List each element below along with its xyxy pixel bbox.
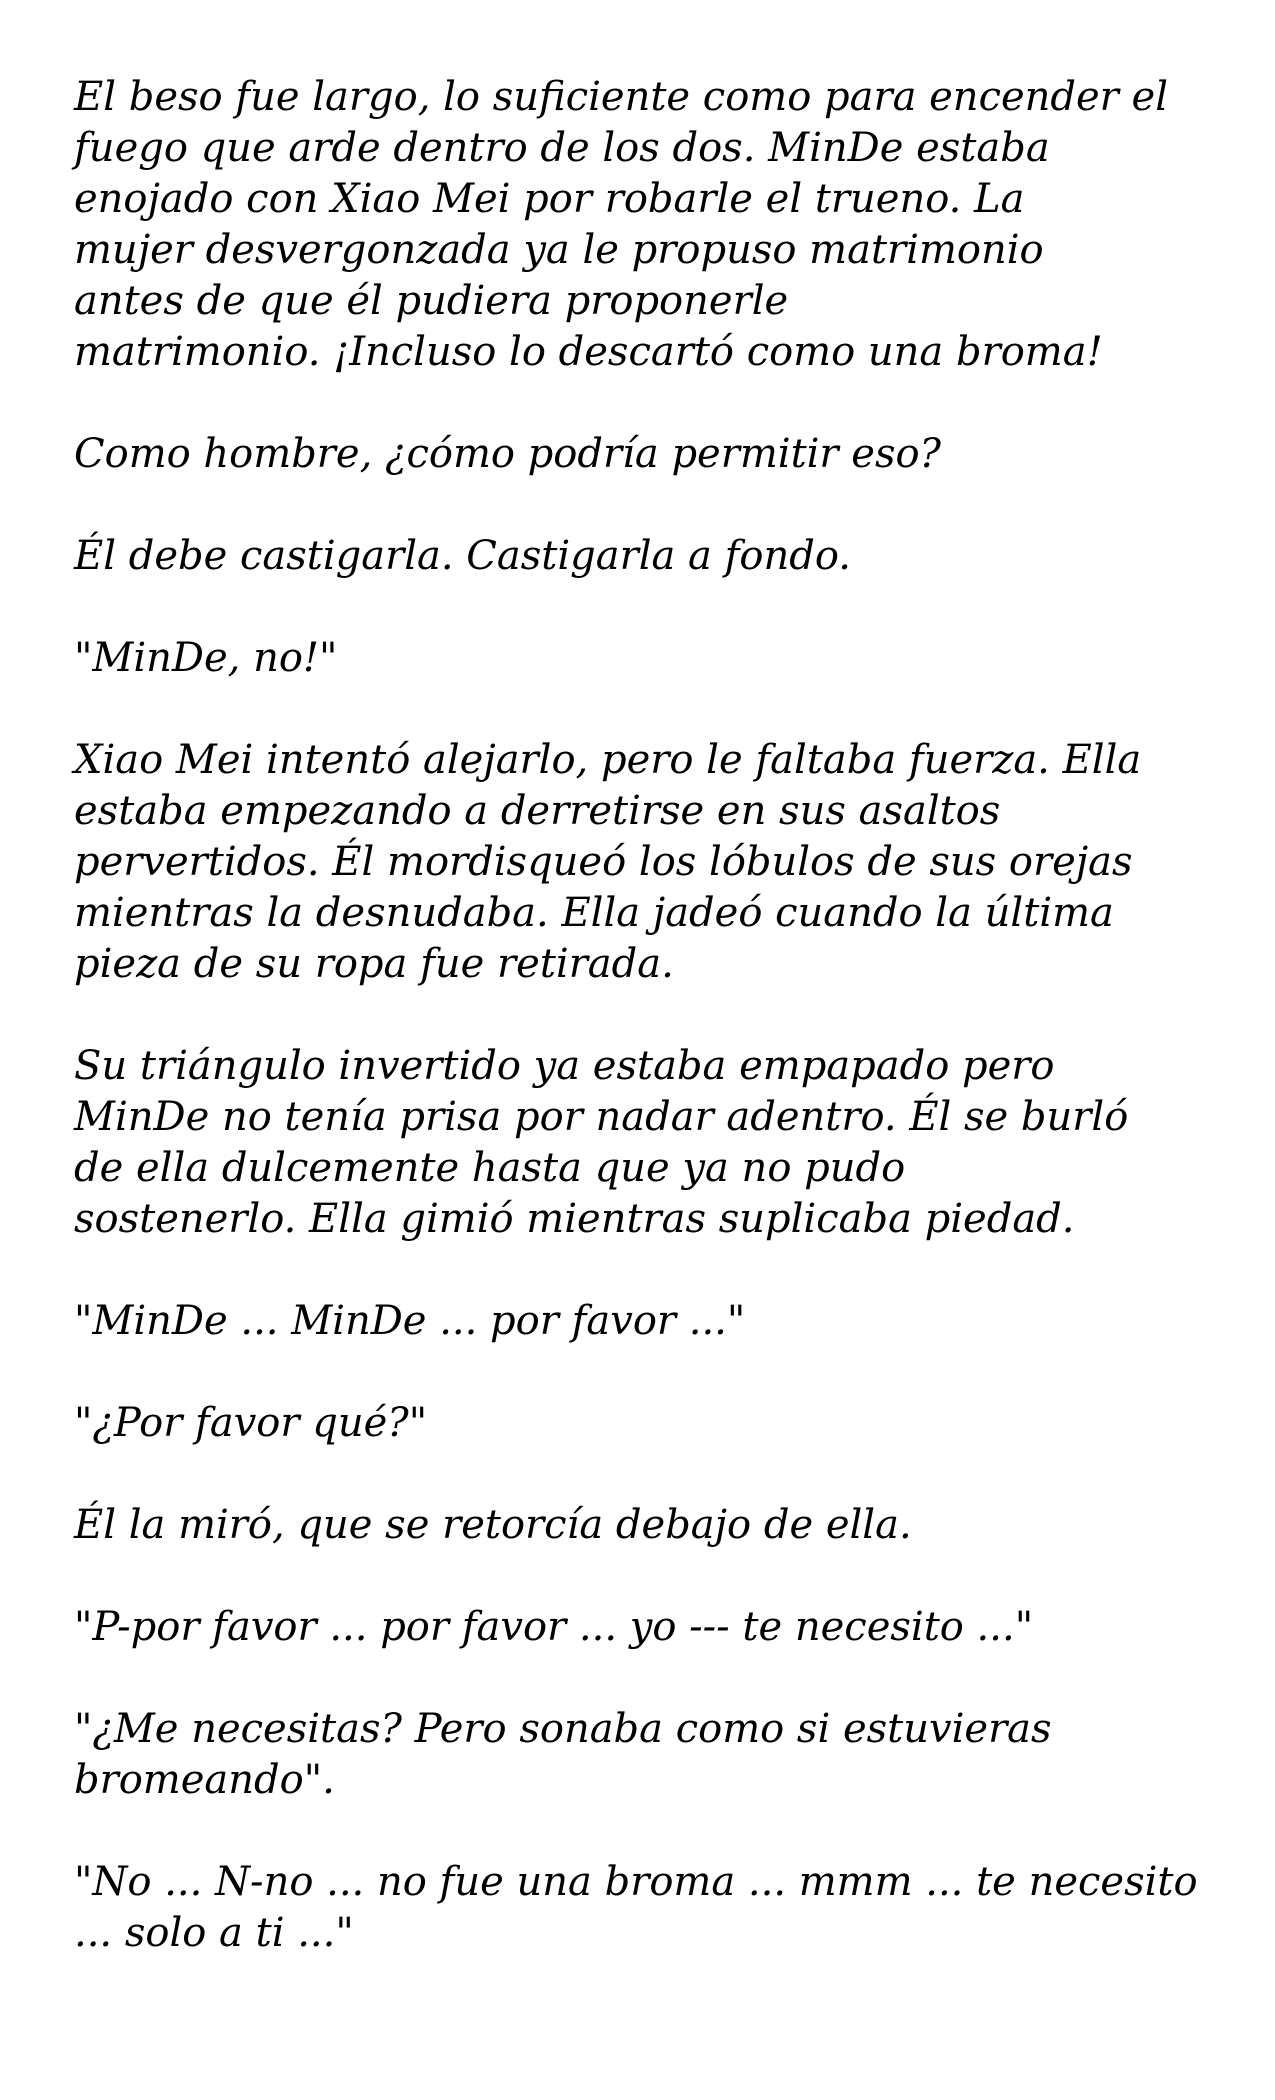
text-line: "P-por favor ... por favor ... yo --- te necesito ..." bbox=[74, 1604, 1034, 1650]
text-line: matrimonio. ¡Incluso lo descartó como una broma! bbox=[74, 329, 1103, 375]
text-line: sostenerlo. Ella gimió mientras suplicaba piedad. bbox=[74, 1196, 1075, 1242]
paragraph-1 bbox=[74, 72, 1214, 378]
text-line: ... solo a ti ..." bbox=[74, 1910, 354, 1956]
paragraph-10-dialogue bbox=[74, 1602, 1214, 1653]
text-line: Él debe castigarla. Castigarla a fondo. bbox=[74, 533, 851, 579]
text-line: estaba empezando a derretirse en sus asaltos bbox=[74, 788, 1001, 834]
text-line: pieza de su ropa fue retirada. bbox=[74, 941, 674, 987]
text-line: "No ... N-no ... no fue una broma ... mmm ... te necesito bbox=[74, 1859, 1198, 1905]
text-line: bromeando". bbox=[74, 1757, 335, 1803]
text-line: "MinDe ... MinDe ... por favor ..." bbox=[74, 1298, 746, 1344]
text-line: El beso fue largo, lo suficiente como para encender el bbox=[74, 74, 1168, 120]
text-line: mientras la desnudaba. Ella jadeó cuando la última bbox=[74, 890, 1114, 936]
paragraph-4-dialogue bbox=[74, 633, 1214, 684]
text-line: MinDe no tenía prisa por nadar adentro. Él se burló bbox=[74, 1094, 1129, 1140]
text-line: de ella dulcemente hasta que ya no pudo bbox=[74, 1145, 906, 1191]
text-line: pervertidos. Él mordisqueó los lóbulos de sus orejas bbox=[74, 839, 1133, 885]
paragraph-2 bbox=[74, 429, 1214, 480]
paragraph-3 bbox=[74, 531, 1214, 582]
text-line: Su triángulo invertido ya estaba empapado pero bbox=[74, 1043, 1055, 1089]
text-line: Como hombre, ¿cómo podría permitir eso? bbox=[74, 431, 941, 477]
text-line: enojado con Xiao Mei por robarle el trueno. La bbox=[74, 176, 1025, 222]
document-page bbox=[74, 72, 1214, 2010]
paragraph-8-dialogue bbox=[74, 1398, 1214, 1449]
text-line: "¿Me necesitas? Pero sonaba como si estuvieras bbox=[74, 1706, 1052, 1752]
text-line: mujer desvergonzada ya le propuso matrimonio bbox=[74, 227, 1044, 273]
text-line: fuego que arde dentro de los dos. MinDe estaba bbox=[74, 125, 1050, 171]
text-line: Él la miró, que se retorcía debajo de ella. bbox=[74, 1502, 912, 1548]
paragraph-5 bbox=[74, 735, 1214, 990]
paragraph-7-dialogue bbox=[74, 1296, 1214, 1347]
text-line: "MinDe, no!" bbox=[74, 635, 338, 681]
paragraph-12-dialogue bbox=[74, 1857, 1214, 1959]
paragraph-6 bbox=[74, 1041, 1214, 1245]
text-line: "¿Por favor qué?" bbox=[74, 1400, 428, 1446]
paragraph-9 bbox=[74, 1500, 1214, 1551]
text-line: antes de que él pudiera proponerle bbox=[74, 278, 789, 324]
text-line: Xiao Mei intentó alejarlo, pero le faltaba fuerza. Ella bbox=[74, 737, 1142, 783]
paragraph-11-dialogue bbox=[74, 1704, 1214, 1806]
